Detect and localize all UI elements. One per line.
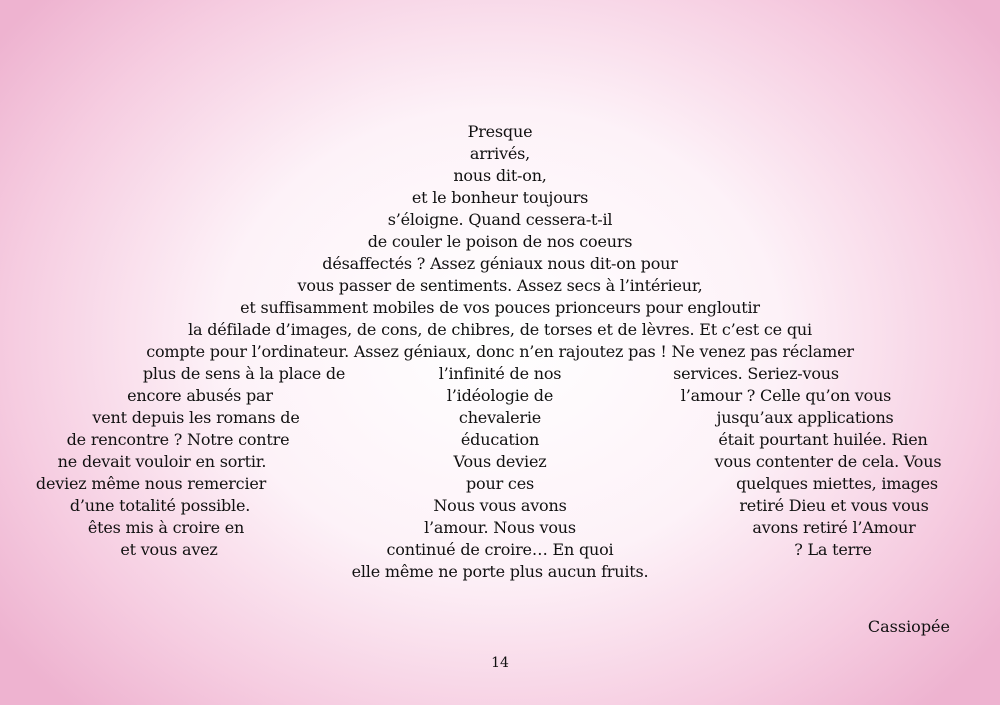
poem-line: s’éloigne. Quand cessera-t-il (387, 210, 613, 229)
poem-line-center: continué de croire… En quoi (386, 540, 614, 559)
poem-line: de couler le poison de nos coeurs (367, 232, 633, 251)
poem-line-right: l’amour ? Celle qu’on vous (680, 386, 892, 405)
poem-line: vous passer de sentiments. Assez secs à l’intérieur, (297, 276, 703, 295)
poem-line-center: Nous vous avons (433, 496, 567, 515)
poem-line-left: plus de sens à la place de (142, 364, 346, 383)
poem-line-center: elle même ne porte plus aucun fruits. (351, 562, 649, 581)
poem-line-center: l’idéologie de (446, 386, 554, 405)
poem-line-right: retiré Dieu et vous vous (739, 496, 929, 515)
poem-line-left: encore abusés par (127, 386, 273, 405)
poem-line: et suffisamment mobiles de vos pouces prionceurs pour engloutir (240, 298, 760, 317)
poem-line-right: jusqu’aux applications (716, 408, 894, 427)
poem-line-left: ne devait vouloir en sortir. (57, 452, 267, 471)
poem-line: la défilade d’images, de cons, de chibres, de torses et de lèvres. Et c’est ce qui (188, 320, 812, 339)
poem-line-right: vous contenter de cela. Vous (714, 452, 942, 471)
poem-line-left: deviez même nous remercier (35, 474, 267, 493)
poem-line: compte pour l’ordinateur. Assez géniaux, donc n’en rajoutez pas ! Ne venez pas réclamer (146, 342, 854, 361)
poem-line-right: services. Seriez-vous (673, 364, 839, 383)
poem-line-left: êtes mis à croire en (87, 518, 245, 537)
poem-line-center: l’amour. Nous vous (424, 518, 576, 537)
poem-line-center: chevalerie (458, 408, 542, 427)
poem-line-right: avons retiré l’Amour (752, 518, 916, 537)
poem-line-right: ? La terre (794, 540, 872, 559)
poem-line-center: pour ces (466, 474, 534, 493)
poem-line-left: et vous avez (120, 540, 218, 559)
poem-line: arrivés, (469, 144, 531, 163)
poem-line-left: de rencontre ? Notre contre (66, 430, 290, 449)
poem-line: nous dit-on, (453, 166, 547, 185)
poem-line-left: vent depuis les romans de (92, 408, 300, 427)
author-signature: Cassiopée (867, 617, 950, 636)
poem-line-right: était pourtant huilée. Rien (718, 430, 928, 449)
poem-line: Presque (467, 122, 533, 141)
poem-line-center: Vous deviez (453, 452, 547, 471)
poem-line-center: éducation (460, 430, 540, 449)
poem-line-left: d’une totalité possible. (69, 496, 251, 515)
poem-line-center: l’infinité de nos (438, 364, 562, 383)
page-number: 14 (491, 655, 509, 671)
poem-line-right: quelques miettes, images (736, 474, 938, 493)
poem-line: et le bonheur toujours (411, 188, 589, 207)
poem-line: désaffectés ? Assez géniaux nous dit-on pour (322, 254, 678, 273)
